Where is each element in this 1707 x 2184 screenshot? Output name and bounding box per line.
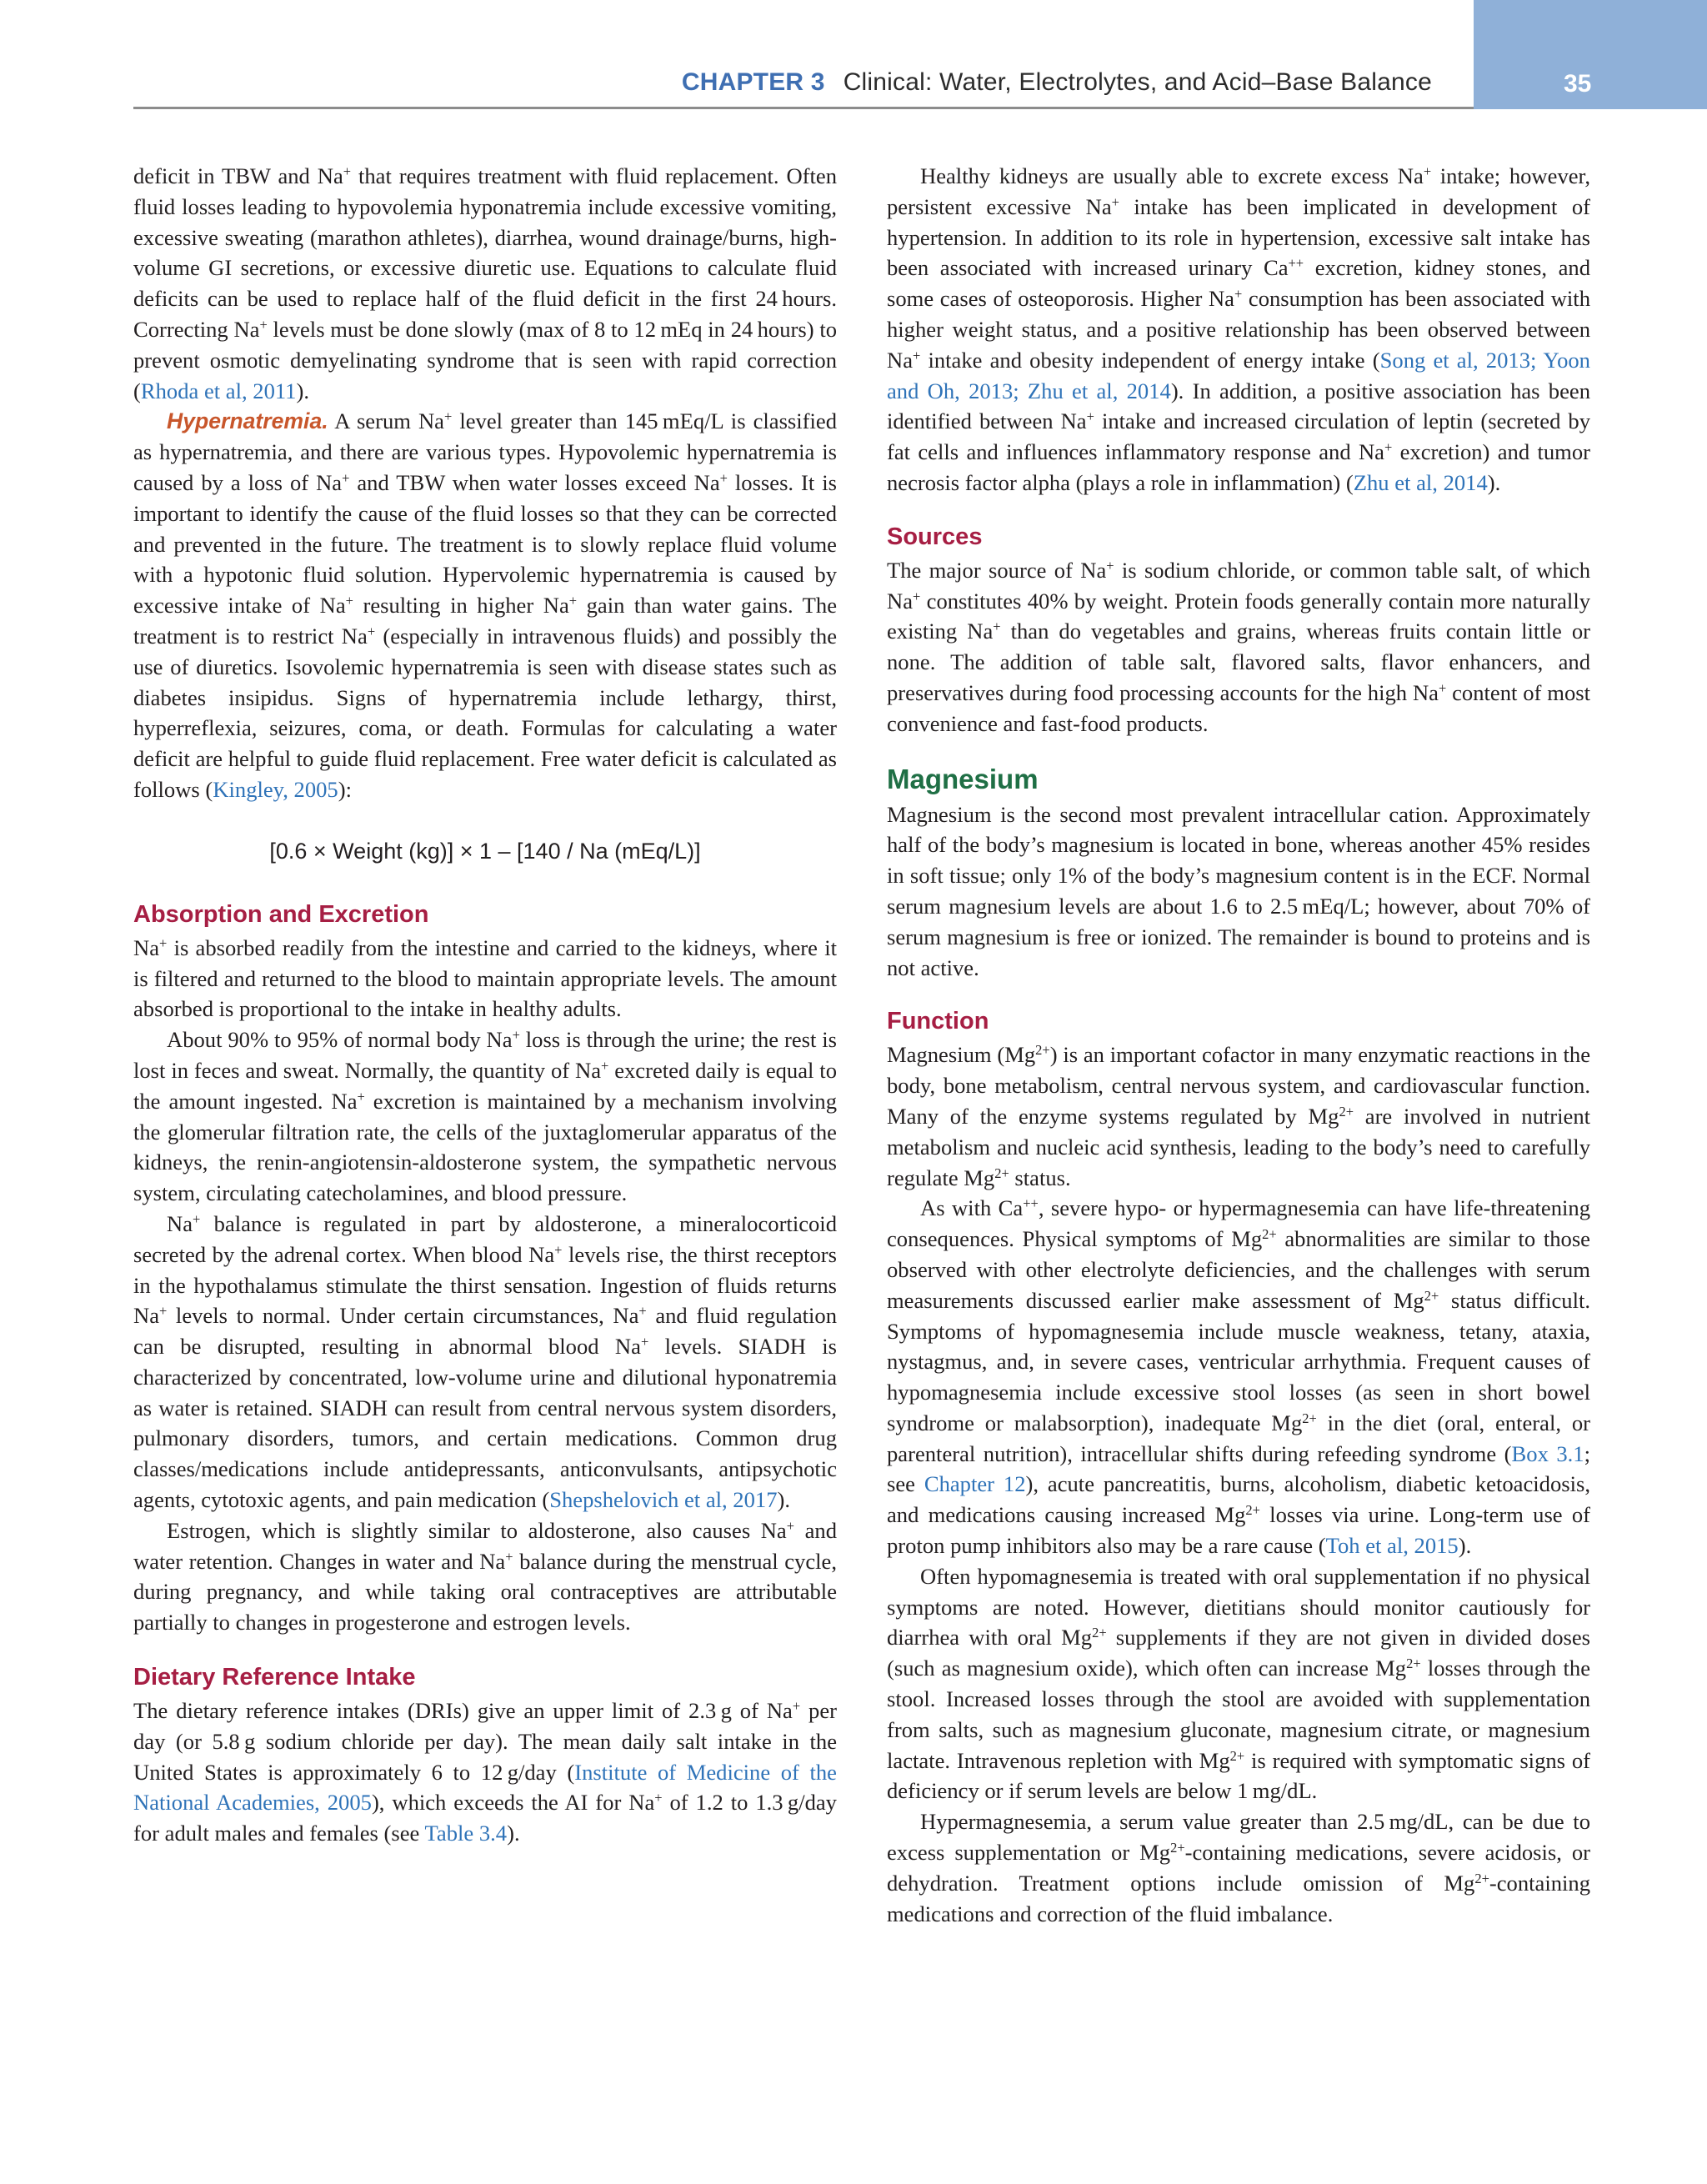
formula: [0.6 × Weight (kg)] × 1 – [140 / Na (mEq/L)] [269,838,701,864]
paragraph: As with Ca++, severe hypo- or hypermagnesemia can have life-threatening consequences. Physical symptoms of $Mg^{2+}$ abnormalities are similar to those observed with other electrolyte deficiencies, and the challenges with serum measurements discussed earlier make assessment of $Mg^{2+}$ status difficult. Symptoms of hypomagnesemia include muscle weakness, tetany, ataxia, nystagmus, and, in severe cases, ventricular arrhythmia. Frequent causes of hypomagnesemia include excessive stool losses (as seen in short bowel syndrome or malabsorption), inadequate $Mg^{2+}$ in the diet (oral, enteral, or parenteral nutrition), intracellular shifts during refeeding syndrome (Box 3.1; see Chapter 12), acute pancreatitis, burns, alcoholism, diabetic ketoacidosis, and medications causing increased $Mg^{2+}$ losses via urine. Long-term use of proton pump inhibitors also may be a rare cause (Toh et al, 2015). [887,1195,1591,1559]
paragraph: Magnesium $(Mg^{2+})$ is an important cofactor in many enzymatic reactions in the body, bone metabolism, central nervous system, and cardiovascular function. Many of the enzyme systems regulated by $Mg^{2+}$ are involved in nutrient metabolism and nucleic acid synthesis, leading to the body’s need to carefully regulate $Mg^{2+}$ status. [887,1042,1591,1190]
box-link[interactable]: Box 3.1 [1511,1440,1584,1466]
citation-link[interactable]: Song et al, 2013; Yoon and Oh, 2013; Zhu et al, 2014 [887,347,1590,403]
section-heading-absorption: Absorption and Excretion [133,900,429,928]
table-link[interactable]: Table 3.4 [424,1821,508,1846]
citation-link[interactable]: Kingley, 2005 [213,776,338,802]
section-heading-dri: Dietary Reference Intake [133,1664,416,1691]
section-heading-function: Function [887,1008,989,1035]
paragraph: About 90% to 95% of normal body Na+ loss is through the urine; the rest is lost in feces and sweat. Normally, the quantity of Na+ excreted daily is equal to the amount ingested. Na+ excretion is maintained by a mechanism involving the glomerular filtration rate, the cells of the juxtaglomerular apparatus of the kidneys, the renin-angiotensin-aldosterone system, the sympathetic nervous system, circulating catecholamines, and blood pressure. [133,1027,838,1206]
header-rule [133,107,1474,109]
paragraph: Magnesium is the second most prevalent intracellular cation. Approximately half of the body’s magnesium is located in bone, whereas another 45% resides in soft tissue; only 1% of the body’s magnesium content is in the ECF. Normal serum magnesium levels are about 1.6 to 2.5 mEq/L; however, about 70% of serum magnesium is free or ionized. The remainder is bound to proteins and is not active. [887,801,1590,980]
paragraph: Estrogen, which is slightly similar to aldosterone, also causes Na+ and water retention. Changes in water and Na+ balance during the menstrual cycle, during pregnancy, and while taking oral contraceptives are attributable partially to changes in progesterone and estrogen levels. [133,1517,838,1635]
page-number-box [1474,0,1707,109]
paragraph: Na+ balance is regulated in part by aldosterone, a mineralocorticoid secreted by the adrenal cortex. When blood Na+ levels rise, the thirst receptors in the hypothalamus stimulate the thirst sensation. Ingestion of fluids returns Na+ levels to normal. Under certain circumstances, Na+ and fluid regulation can be disrupted, resulting in abnormal blood Na+ levels. SIADH is characterized by concentrated, low-volume urine and dilutional hyponatremia as water is retained. SIADH can result from central nervous system disorders, pulmonary disorders, tumors, and certain medications. Common drug classes/medications include antidepressants, anticonvulsants, antipsychotic agents, cytotoxic agents, and pain medication (Shepshelovich et al, 2017). [133,1210,838,1513]
paragraph: The major source of Na+ is sodium chloride, or common table salt, of which Na+ constitutes 40% by weight. Protein foods generally contain more naturally existing Na+ than do vegetables and grains, whereas fruits contain little or none. The addition of table salt, flavored salts, flavor enhancers, and preservatives during food processing accounts for the high Na+ content of most convenience and fast-food products. [887,557,1590,736]
paragraph: The dietary reference intakes (DRIs) give an upper limit of 2.3 g of Na+ per day (or 5.8 g sodium chloride per day). The mean daily salt intake in the United States is approximately 6 to 12 g/day (Institute of Medicine of the National Academies, 2005), which exceeds the AI for Na+ of 1.2 to 1.3 g/day for adult males and females (see Table 3.4). [133,1698,837,1846]
chapter-label: CHAPTER 3 [681,68,825,96]
chapter-link[interactable]: Chapter 12 [924,1471,1026,1497]
paragraph: Hypernatremia. A serum Na+ level greater than 145 mEq/L is classified as hypernatremia, and there are various types. Hypovolemic hypernatremia is caused by a loss of Na+ and TBW when water losses exceed Na+ losses. It is important to identify the cause of the fluid losses so that they can be corrected and prevented in the future. The treatment is to slowly replace fluid volume with a hypotonic fluid solution. Hypervolemic hypernatremia is caused by excessive intake of Na+ resulting in higher Na+ gain than water gains. The treatment is to restrict Na+ (especially in intravenous fluids) and possibly the use of diuretics. Isovolemic hypernatremia is seen with disease states such as diabetes insipidus. Signs of hypernatremia include lethargy, thirst, hyperreflexia, seizures, coma, or death. Formulas for calculating a water deficit are helpful to guide fluid replacement. Free water deficit is calculated as follows (Kingley, 2005): [133,408,838,802]
citation-link[interactable]: Rhoda et al, 2011 [140,378,297,403]
citation-link[interactable]: Zhu et al, 2014 [1353,469,1488,495]
paragraph: Often hypomagnesemia is treated with oral supplementation if no physical symptoms are noted. However, dietitians should monitor cautiously for diarrhea with oral $Mg^{2+}$ supplements if they are not given in divided doses (such as magnesium oxide), which often can increase $Mg^{2+}$ losses through the stool. Increased losses through the stool are avoided with supplementation from salts, such as magnesium gluconate, magnesium citrate, or magnesium lactate. Intravenous repletion with $Mg^{2+}$ is required with symptomatic signs of deficiency or if serum levels are below 1 mg/dL. [887,1563,1590,1804]
citation-link[interactable]: Shepshelovich et al, 2017 [549,1487,778,1513]
right-column [887,161,1590,1929]
left-column [133,161,837,1849]
running-header [133,0,1707,109]
paragraph: deficit in TBW and Na+ that requires treatment with fluid replacement. Often fluid losses leading to hypovolemia hyponatremia include excessive vomiting, excessive sweating (marathon athletes), diarrhea, wound drainage/burns, high-volume GI secretions, or excessive diuretic use. Equations to calculate fluid deficits can be used to replace half of the fluid deficit in the first 24 hours. Correcting Na+ levels must be done slowly (max of 8 to 12 mEq in 24 hours) to prevent osmotic demyelinating syndrome that is seen with rapid correction (Rhoda et al, 2011). [133,163,838,403]
paragraph: Na+ is absorbed readily from the intestine and carried to the kidneys, where it is filtered and returned to the blood to maintain appropriate levels. The amount absorbed is proportional to the intake in healthy adults. [133,934,837,1022]
citation-link[interactable]: Institute of Medicine of the National Academies, 2005 [133,1759,837,1816]
paragraph: Healthy kidneys are usually able to excrete excess Na+ intake; however, persistent excessive Na+ intake has been implicated in development of hypertension. In addition to its role in hypertension, excessive salt intake has been associated with increased urinary Ca++ excretion, kidney stones, and some cases of osteoporosis. Higher Na+ consumption has been associated with higher weight status, and a positive relationship has been observed between Na+ intake and obesity independent of energy intake (Song et al, 2013; Yoon and Oh, 2013; Zhu et al, 2014). In addition, a positive association has been identified between Na+ intake and increased circulation of leptin (secreted by fat cells and influences inflammatory response and Na+ excretion) and tumor necrosis factor alpha (plays a role in inflammation) (Zhu et al, 2014). [887,163,1591,495]
paragraph: Hypermagnesemia, a serum value greater than 2.5 mg/dL, can be due to excess supplementation or $Mg^{2+}$-containing medications, severe acidosis, or dehydration. Treatment options include omission of $Mg^{2+}$-containing medications and correction of the fluid imbalance. [887,1809,1590,1926]
chapter-heading [682,68,1432,97]
section-heading-sources: Sources [887,523,983,550]
section-heading-magnesium: Magnesium [887,763,1039,794]
citation-link[interactable]: Toh et al, 2015 [1325,1533,1459,1559]
run-in-heading: Hypernatremia. [167,408,328,434]
page-number: 35 [1564,70,1592,98]
chapter-title: Clinical: Water, Electrolytes, and Acid–Base Balance [843,68,1432,96]
